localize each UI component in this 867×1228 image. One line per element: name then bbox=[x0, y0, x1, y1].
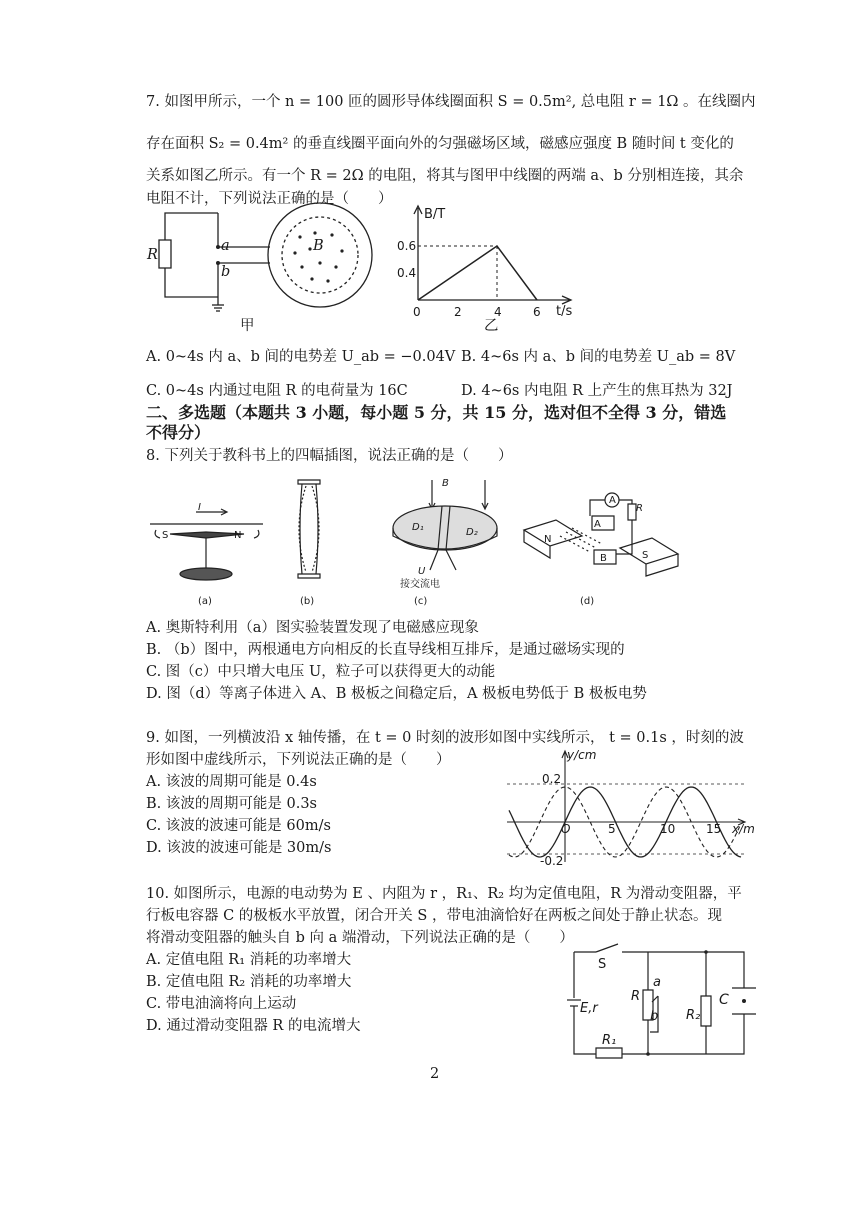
bt-ylabel: B/T bbox=[424, 207, 446, 222]
section2-heading-line2: 不得分） bbox=[146, 423, 211, 442]
q8-option-d: D. 图（d）等离子体进入 A、B 极板之间稳定后，A 极板电势低于 B 极板电势 bbox=[146, 686, 647, 702]
q9-option-a: A. 该波的周期可能是 0.4s bbox=[146, 774, 317, 790]
figD-R-label: R bbox=[636, 503, 643, 514]
q10-line1: 10. 如图所示，电源的电动势为 E 、内阻为 r ，R₁、R₂ 均为定值电阻，R 为滑动变阻器，平 bbox=[146, 886, 742, 902]
circuit-R1-label: R₁ bbox=[602, 1033, 617, 1048]
circuit-a-label: a bbox=[653, 975, 661, 990]
circuit-S-label: S bbox=[598, 957, 607, 972]
fig1-B-label: B bbox=[313, 238, 324, 254]
fig1-caption: 甲 bbox=[240, 318, 255, 334]
wave-origin-label: O bbox=[561, 822, 571, 836]
figC-caption: (c) bbox=[414, 596, 428, 607]
figC-D2-label: D₂ bbox=[466, 527, 478, 538]
figC-U-label: U bbox=[418, 566, 426, 577]
q8-option-a: A. 奥斯特利用（a）图实验装置发现了电磁感应现象 bbox=[146, 620, 479, 636]
circuit-R-label: R bbox=[631, 989, 641, 1004]
q8-stem: 8. 下列关于教科书上的四幅插图，说法正确的是（ ） bbox=[146, 448, 513, 464]
q9-option-b: B. 该波的周期可能是 0.3s bbox=[146, 796, 317, 812]
q9-line1: 9. 如图，一列横波沿 x 轴传播，在 t = 0 时刻的波形如图中实线所示， t = 0.1s ，时刻的波 bbox=[146, 730, 744, 746]
bt-xlabel: t/s bbox=[556, 304, 573, 319]
circuit-b-label: b bbox=[650, 1009, 659, 1024]
wave-xlabel: x/m bbox=[732, 822, 755, 836]
circuit-Er-label: E,r bbox=[580, 1001, 598, 1016]
q7-line3: 关系如图乙所示。有一个 R = 2Ω 的电阻，将其与图甲中线圈的两端 a、b 分别相连接，其余 bbox=[146, 168, 744, 184]
figA-N-label: N bbox=[234, 530, 242, 541]
q9-option-c: C. 该波的波速可能是 60m/s bbox=[146, 818, 331, 834]
q9-line2: 形如图中虚线所示，下列说法正确的是（ ） bbox=[146, 752, 451, 768]
wave-xtick-15: 15 bbox=[706, 822, 722, 836]
q8-option-b: B. （b）图中，两根通电方向相反的长直导线相互排斥，是通过磁场实现的 bbox=[146, 642, 625, 658]
wave-ylabel: y/cm bbox=[567, 748, 597, 762]
figD-S-label: S bbox=[642, 550, 649, 561]
q10-option-a: A. 定值电阻 R₁ 消耗的功率增大 bbox=[146, 952, 352, 968]
figD-caption: (d) bbox=[580, 596, 595, 607]
circuit-C-label: C bbox=[719, 992, 729, 1008]
q9-option-d: D. 该波的波速可能是 30m/s bbox=[146, 840, 332, 856]
q7-figure-circuit bbox=[150, 205, 370, 335]
fig1-R-label: R bbox=[147, 247, 158, 263]
q7-option-c: C. 0~4s 内通过电阻 R 的电荷量为 16C bbox=[146, 383, 408, 399]
q8-figure-c bbox=[380, 478, 520, 583]
figA-S-label: S bbox=[162, 530, 169, 541]
q7-line1: 7. 如图甲所示，一个 n = 100 匝的圆形导体线圈面积 S = 0.5m², 总电阻 r = 1Ω 。在线圈内 bbox=[146, 94, 756, 110]
q10-option-c: C. 带电油滴将向上运动 bbox=[146, 996, 297, 1012]
q8-option-c: C. 图（c）中只增大电压 U，粒子可以获得更大的动能 bbox=[146, 664, 496, 680]
wave-ybottom-label: -0.2 bbox=[540, 854, 564, 868]
page-number: 2 bbox=[430, 1066, 440, 1082]
q10-option-d: D. 通过滑动变阻器 R 的电流增大 bbox=[146, 1018, 361, 1034]
bt-xtick-0: 0 bbox=[413, 305, 421, 319]
circuit-R2-label: R₂ bbox=[686, 1008, 701, 1023]
q8-figure-a bbox=[148, 500, 268, 590]
wave-xtick-10: 10 bbox=[660, 822, 676, 836]
q10-line3: 将滑动变阻器的触头自 b 向 a 端滑动，下列说法正确的是（ ） bbox=[146, 930, 574, 946]
figB-caption: (b) bbox=[300, 596, 315, 607]
figC-note: 接交流电 bbox=[400, 579, 440, 590]
section2-heading-line1: 二、多选题（本题共 3 小题，每小题 5 分，共 15 分，选对但不全得 3 分，错选 bbox=[146, 403, 727, 422]
bt-xtick-2: 2 bbox=[454, 305, 462, 319]
figD-B-label: B bbox=[600, 553, 607, 564]
q7-option-d: D. 4~6s 内电阻 R 上产生的焦耳热为 32J bbox=[461, 383, 733, 399]
figA-I-label: I bbox=[198, 502, 201, 513]
figC-D1-label: D₁ bbox=[412, 522, 424, 533]
figC-B-label: B bbox=[442, 478, 449, 489]
figD-ammeter-label: A bbox=[609, 495, 616, 506]
bt-xtick-6: 6 bbox=[533, 305, 541, 319]
q7-line4: 电阻不计，下列说法正确的是（ ） bbox=[146, 191, 393, 207]
figD-A-label: A bbox=[594, 519, 601, 530]
bt-xtick-4: 4 bbox=[494, 305, 502, 319]
q7-line2: 存在面积 S₂ = 0.4m² 的垂直线圈平面向外的匀强磁场区域，磁感应强度 B 随时间 t 变化的 bbox=[146, 136, 734, 152]
q7-option-b: B. 4~6s 内 a、b 间的电势差 U_ab = 8V bbox=[461, 349, 736, 365]
q10-line2: 行板电容器 C 的极板水平放置，闭合开关 S ，带电油滴恰好在两板之间处于静止状态。现 bbox=[146, 908, 722, 924]
figA-caption: (a) bbox=[198, 596, 212, 607]
wave-xtick-5: 5 bbox=[608, 822, 616, 836]
bt-ytick-0.6: 0.6 bbox=[397, 239, 417, 253]
bt-ytick-0.4: 0.4 bbox=[397, 266, 417, 280]
fig1-b-label: b bbox=[221, 264, 231, 280]
q8-figure-b bbox=[290, 474, 330, 588]
q7-option-a: A. 0~4s 内 a、b 间的电势差 U_ab = −0.04V bbox=[146, 349, 456, 365]
figD-N-label: N bbox=[544, 534, 552, 545]
q9-wave-graph bbox=[505, 748, 760, 868]
wave-ytop-label: 0.2 bbox=[542, 772, 562, 786]
q10-option-b: B. 定值电阻 R₂ 消耗的功率增大 bbox=[146, 974, 352, 990]
bt-caption: 乙 bbox=[484, 318, 499, 334]
fig1-a-label: a bbox=[221, 238, 230, 254]
